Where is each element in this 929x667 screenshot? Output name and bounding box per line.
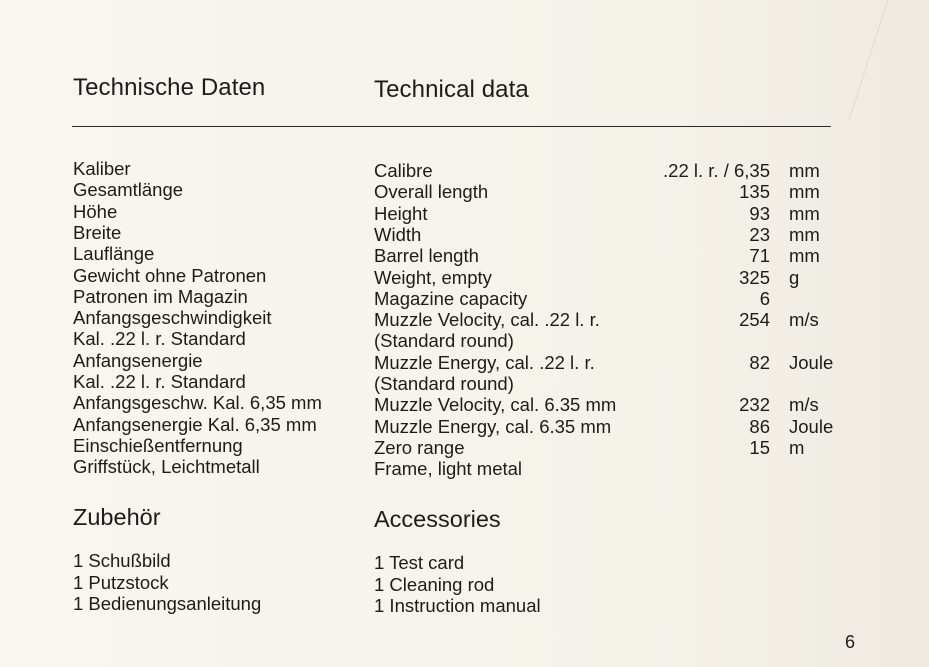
- spec-value: 254: [739, 309, 770, 331]
- spec-unit: Joule: [789, 351, 834, 373]
- spec-label-en: Frame, light metal: [374, 458, 523, 480]
- spec-unit: g: [789, 266, 800, 288]
- spec-label-de: Breite: [73, 221, 122, 243]
- spec-row: [0, 350, 929, 371]
- accessory-item: [0, 593, 929, 614]
- spec-row: [0, 371, 929, 392]
- spec-row: [0, 435, 929, 456]
- spec-row: [0, 158, 929, 179]
- accessory-item: [0, 550, 929, 571]
- accessory-label-en: 1 Instruction manual: [374, 595, 541, 616]
- spec-value: 93: [749, 202, 770, 224]
- accessory-label-en: 1 Test card: [374, 552, 465, 573]
- spec-value: 325: [739, 266, 770, 288]
- spec-value: 23: [749, 223, 770, 245]
- spec-label-de: Kal. .22 l. r. Standard: [73, 328, 246, 350]
- spec-label-en: (Standard round): [374, 373, 514, 394]
- spec-row: [0, 222, 929, 243]
- page-number: 6: [845, 632, 856, 652]
- spec-label-en: Calibre: [374, 160, 433, 181]
- spec-label-en: Overall length: [374, 181, 489, 203]
- spec-label-de: Anfangsenergie Kal. 6,35 mm: [73, 413, 317, 435]
- spec-value: 82: [749, 351, 770, 373]
- spec-label-de: Lauflänge: [73, 243, 155, 265]
- accessory-label-de: 1 Bedienungsanleitung: [73, 593, 262, 614]
- spec-label-en: Width: [374, 223, 422, 245]
- spec-label-en: Muzzle Energy, cal. .22 l. r.: [374, 351, 595, 373]
- spec-label-en: Muzzle Velocity, cal. .22 l. r.: [374, 309, 600, 331]
- spec-unit: m/s: [789, 309, 819, 331]
- spec-label-en: (Standard round): [374, 330, 514, 352]
- heading-technical-data: Technical data: [374, 76, 529, 103]
- spec-label-en: Barrel length: [374, 245, 479, 267]
- spec-value: 232: [739, 394, 770, 416]
- spec-label-de: Anfangsgeschwindigkeit: [73, 307, 272, 329]
- spec-row: [0, 265, 929, 286]
- spec-unit: mm: [789, 202, 820, 224]
- spec-unit: m/s: [789, 394, 819, 416]
- spec-row: [0, 179, 929, 203]
- heading-accessories: Accessories: [374, 506, 501, 532]
- spec-row: [0, 243, 929, 267]
- spec-row: [0, 201, 929, 222]
- heading-technische-daten: Technische Daten: [73, 74, 266, 101]
- spec-value: .22 l. r. / 6,35: [663, 160, 770, 181]
- spec-label-de: Kaliber: [73, 158, 131, 179]
- spec-label-en: Magazine capacity: [374, 287, 528, 309]
- spec-row: [0, 456, 929, 480]
- heading-zubehoer: Zubehör: [73, 504, 161, 530]
- spec-unit: mm: [789, 245, 820, 267]
- spec-value: 6: [759, 287, 770, 309]
- spec-label-en: Muzzle Velocity, cal. 6.35 mm: [374, 394, 617, 416]
- accessory-label-en: 1 Cleaning rod: [374, 573, 495, 595]
- spec-value: 15: [749, 436, 770, 458]
- spec-label-de: Höhe: [73, 200, 118, 222]
- spec-row: [0, 286, 929, 307]
- accessory-label-de: 1 Putzstock: [73, 571, 169, 593]
- spec-unit: mm: [789, 181, 820, 203]
- spec-unit: m: [789, 436, 805, 458]
- spec-label-en: Muzzle Energy, cal. 6.35 mm: [374, 415, 612, 437]
- spec-label-de: Gesamtlänge: [73, 179, 184, 201]
- spec-label-de: Anfangsgeschw. Kal. 6,35 mm: [73, 392, 322, 414]
- spec-value: 86: [749, 415, 770, 437]
- spec-label-de: Patronen im Magazin: [73, 285, 248, 307]
- spec-row: [0, 414, 929, 435]
- spec-value: 71: [749, 245, 770, 267]
- spec-label-de: Kal. .22 l. r. Standard: [73, 371, 246, 392]
- spec-row: [0, 328, 929, 352]
- spec-value: 135: [739, 181, 770, 203]
- spec-row: [0, 307, 929, 331]
- spec-label-de: Griffstück, Leichtmetall: [73, 456, 260, 478]
- spec-unit: Joule: [789, 415, 834, 437]
- spec-unit: mm: [789, 223, 820, 245]
- spec-label-en: Height: [374, 202, 428, 224]
- spec-unit: mm: [789, 160, 820, 181]
- heading-divider: [72, 126, 831, 127]
- spec-label-de: Gewicht ohne Patronen: [73, 264, 267, 286]
- spec-label-en: Weight, empty: [374, 266, 492, 288]
- spec-label-de: Einschießentfernung: [73, 434, 243, 456]
- accessory-item: [0, 572, 929, 593]
- spec-label-en: Zero range: [374, 436, 465, 458]
- accessory-label-de: 1 Schußbild: [73, 550, 171, 571]
- spec-label-de: Anfangsenergie: [73, 349, 203, 371]
- spec-row: [0, 392, 929, 416]
